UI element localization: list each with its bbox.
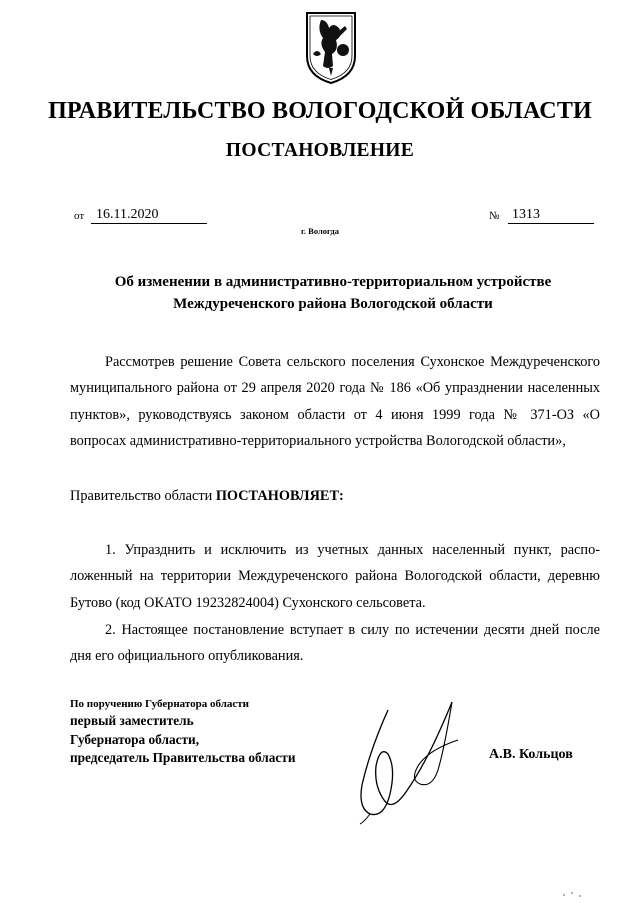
- city: г. Вологда: [301, 226, 339, 236]
- item-2-paragraph: 2. Настоящее постановление вступает в силу по истечении десяти дней после дня его официального опубликования.: [70, 622, 600, 665]
- resolves-prefix: Правительство области: [70, 488, 216, 504]
- subject-line-1: Об изменении в административно-территориальном устройстве: [114, 274, 552, 290]
- number-field: 1313: [508, 206, 594, 224]
- signatory-block: [70, 697, 296, 768]
- scan-mark-icon: [560, 888, 588, 900]
- resolves-paragraph: [70, 483, 600, 509]
- signer-name: А.В. Кольцов: [489, 747, 573, 762]
- on-behalf-line: По поручению Губернатора области: [70, 698, 250, 710]
- number-label: №: [489, 210, 500, 222]
- signatory-title-line-2: Губернатора области,: [70, 731, 200, 747]
- signatory-title-line-3: председатель Правительства области: [70, 750, 296, 765]
- government-title: ПРАВИТЕЛЬСТВО ВОЛОГОДСКОЙ ОБЛАСТИ: [48, 98, 592, 124]
- preamble-paragraph: Рассмотрев решение Совета сельского поселения Сухонское Междуреченского муниципального района от 29 апреля 2020 года № 186 «Об упразднении населенных пунктов», руководствуясь законом области от 4 июня 1999 года № 371-ОЗ «О вопросах административно-территориального устройства Вологодской области»,: [70, 354, 600, 449]
- document-subject: [90, 271, 576, 315]
- date-label: от: [74, 210, 85, 222]
- signatory-title-line-1: первый заместитель: [70, 713, 194, 728]
- coat-of-arms-icon: [303, 10, 359, 86]
- subject-line-2: Междуреченского района Вологодской области: [173, 296, 493, 312]
- date-field: 16.11.2020: [91, 206, 207, 224]
- handwritten-signature-icon: [340, 690, 480, 830]
- item-1-paragraph: 1. Упразднить и исключить из учетных данных населенный пункт, расположенный на территории Междуреченского района Вологодской области, деревню Бутово (код ОКАТО 19232824004) Сухонского сельсовета.: [70, 542, 600, 611]
- document-type: ПОСТАНОВЛЕНИЕ: [225, 140, 415, 161]
- resolves-word: ПОСТАНОВЛЯЕТ:: [215, 488, 344, 504]
